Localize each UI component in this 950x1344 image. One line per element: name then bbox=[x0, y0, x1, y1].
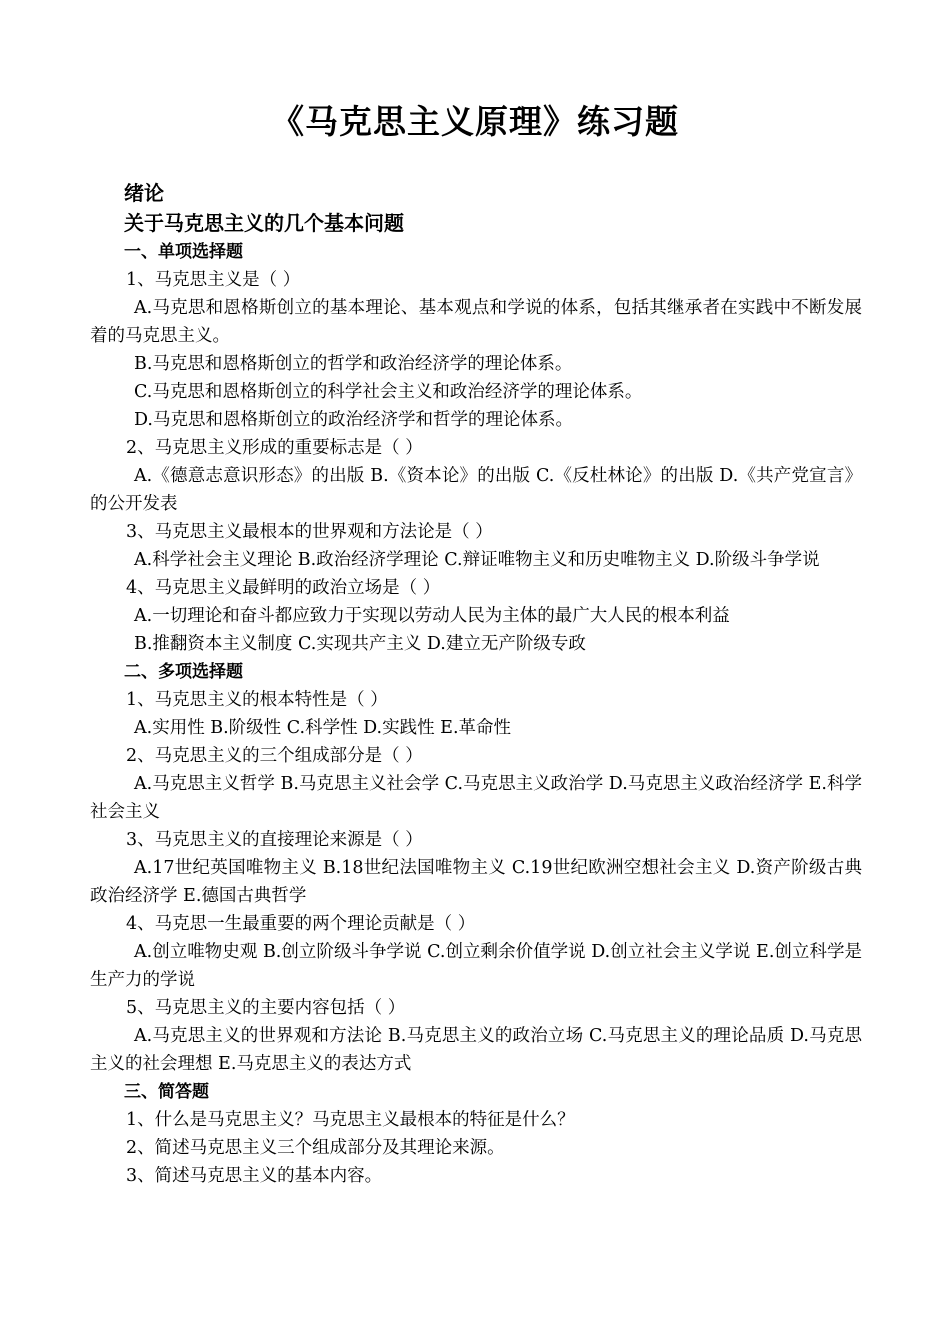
question-stem: 1、马克思主义是（ ） bbox=[126, 270, 301, 290]
question-options: B.推翻资本主义制度 C.实现共产主义 D.建立无产阶级专政 bbox=[134, 634, 586, 654]
question-option: A.马克思和恩格斯创立的基本理论、基本观点和学说的体系，包括其继承者在实践中不断发展着的马克思主义。 bbox=[90, 298, 862, 346]
short-answer-question: 2、简述马克思主义三个组成部分及其理论来源。 bbox=[126, 1138, 505, 1158]
question-stem: 2、马克思主义形成的重要标志是（ ） bbox=[126, 438, 423, 458]
question-stem: 4、马克思主义最鲜明的政治立场是（ ） bbox=[126, 578, 441, 598]
question-stem: 4、马克思一生最重要的两个理论贡献是（ ） bbox=[126, 914, 476, 934]
question-options: A.创立唯物史观 B.创立阶级斗争学说 C.创立剩余价值学说 D.创立社会主义学说 E.创立科学是生产力的学说 bbox=[90, 942, 862, 990]
chapter-subtitle: 关于马克思主义的几个基本问题 bbox=[124, 211, 404, 235]
short-answer-question: 3、简述马克思主义的基本内容。 bbox=[126, 1166, 383, 1186]
question-options: A.《德意志意识形态》的出版 B.《资本论》的出版 C.《反杜林论》的出版 D.《共产党宣言》的公开发表 bbox=[90, 466, 862, 514]
short-answer-question: 1、什么是马克思主义？马克思主义最根本的特征是什么？ bbox=[126, 1110, 575, 1130]
question-options: A.17世纪英国唯物主义 B.18世纪法国唯物主义 C.19世纪欧洲空想社会主义 D.资产阶级古典政治经济学 E.德国古典哲学 bbox=[90, 858, 862, 906]
question-option: B.马克思和恩格斯创立的哲学和政治经济学的理论体系。 bbox=[134, 354, 573, 374]
document-body bbox=[90, 178, 862, 1190]
question-stem: 1、马克思主义的根本特性是（ ） bbox=[126, 690, 388, 710]
question-stem: 2、马克思主义的三个组成部分是（ ） bbox=[126, 746, 423, 766]
page-title: 《马克思主义原理》练习题 bbox=[271, 102, 679, 141]
question-options: A.马克思主义哲学 B.马克思主义社会学 C.马克思主义政治学 D.马克思主义政治经济学 E.科学社会主义 bbox=[90, 774, 862, 822]
question-option: D.马克思和恩格斯创立的政治经济学和哲学的理论体系。 bbox=[134, 410, 573, 430]
chapter-heading: 绪论 bbox=[124, 181, 164, 205]
section-heading-multiple-choice: 二、多项选择题 bbox=[124, 662, 243, 682]
question-option: C.马克思和恩格斯创立的科学社会主义和政治经济学的理论体系。 bbox=[134, 382, 643, 402]
section-heading-short-answer: 三、简答题 bbox=[124, 1082, 209, 1102]
question-options: A.马克思主义的世界观和方法论 B.马克思主义的政治立场 C.马克思主义的理论品质 D.马克思主义的社会理想 E.马克思主义的表达方式 bbox=[90, 1026, 862, 1074]
question-option: A.一切理论和奋斗都应致力于实现以劳动人民为主体的最广大人民的根本利益 bbox=[134, 606, 730, 626]
question-stem: 3、马克思主义的直接理论来源是（ ） bbox=[126, 830, 423, 850]
question-stem: 5、马克思主义的主要内容包括（ ） bbox=[126, 998, 406, 1018]
question-stem: 3、马克思主义最根本的世界观和方法论是（ ） bbox=[126, 522, 493, 542]
section-heading-single-choice: 一、单项选择题 bbox=[124, 242, 243, 262]
question-options: A.实用性 B.阶级性 C.科学性 D.实践性 E.革命性 bbox=[134, 718, 512, 738]
question-options: A.科学社会主义理论 B.政治经济学理论 C.辩证唯物主义和历史唯物主义 D.阶级斗争学说 bbox=[134, 550, 820, 570]
